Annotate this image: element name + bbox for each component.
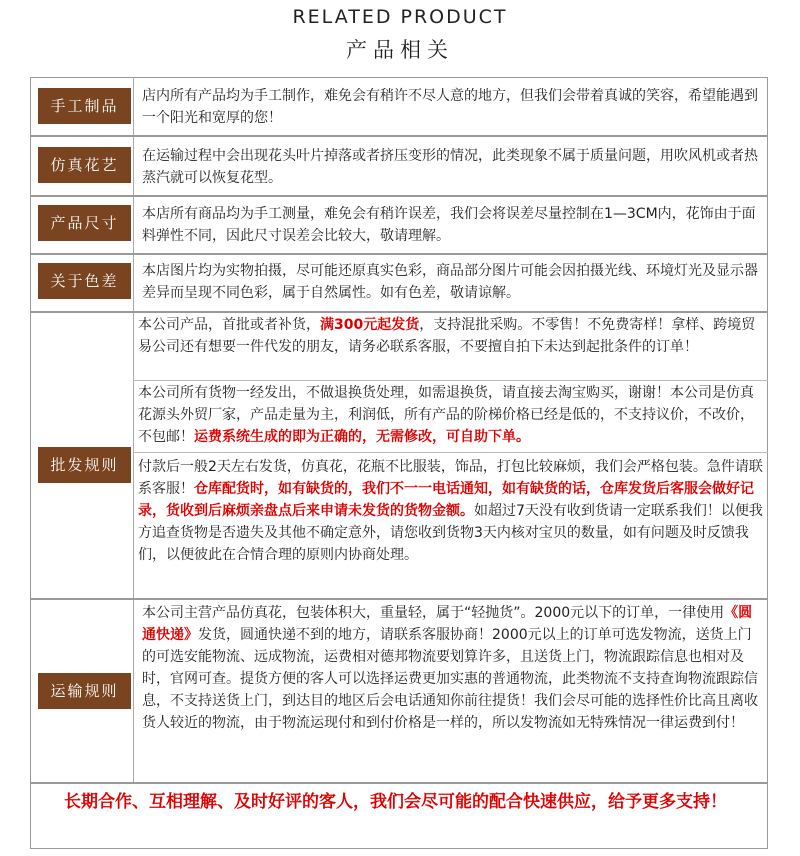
text-handmade: 店内所有产品均为手工制作，难免会有稍许不尽人意的地方，但我们会带着真诚的笑容，希望能遇到一个阳光和宽厚的您！ (142, 88, 758, 126)
divider (30, 135, 768, 137)
text-wholesale-2: 本公司所有货物一经发出，不做退换货处理，如需退换货，请直接去淘宝购买，谢谢！本公司是仿真花源头外贸厂家，产品走量为主，利润低，所有产品的阶梯价格已经是低的，不支持议价，不改价，不包邮！运费系统生成的即为正确的，无需修改，可自助下单。 (138, 385, 754, 445)
label-color: 关于色差 (38, 263, 131, 299)
divider (133, 452, 768, 453)
label-size: 产品尺寸 (38, 205, 131, 241)
footer-note: 长期合作、互相理解、及时好评的客人，我们会尽可能的配合快速供应，给予更多支持！ (64, 792, 727, 812)
text-flower: 在运输过程中会出现花头叶片掉落或者挤压变形的情况，此类现象不属于质量问题，用吹风机或者热蒸汽就可以恢复花型。 (142, 148, 758, 186)
divider (30, 253, 768, 255)
column-divider (133, 77, 134, 641)
label-wholesale: 批发规则 (38, 447, 131, 483)
label-handmade: 手工制品 (38, 88, 131, 124)
label-flower: 仿真花艺 (38, 147, 131, 183)
label-shipping: 运输规则 (38, 673, 131, 709)
divider (133, 380, 768, 381)
text-shipping: 本公司主营产品仿真花，包装体积大，重量轻，属于“轻抛货”。2000元以下的订单，一律使用《圆通快递》发货，圆通快递不到的地方，请联系客服协商！2000元以上的订单可选发物流，送货上门的可选安能物流、远成物流，运费相对德邦物流要划算许多，且送货上门，物流跟踪信息也相对及时，官网可查。提货方便的客人可以选择运费更加实惠的普通物流，此类物流不支持查询物流跟踪信息，不支持送货上门，到达目的地区后会电话通知你前往提货！我们会尽可能的选择性价比高且离收货人较近的物流，由于物流运现付和到付价格是一样的，所以发物流如无特殊情况一律运费到付！ (142, 605, 758, 731)
divider (30, 311, 768, 313)
text-size: 本店所有商品均为手工测量，难免会有稍许误差，我们会将误差尽量控制在1—3CM内，花饰由于面料弹性不同，因此尺寸误差会比较大，敬请理解。 (142, 206, 756, 244)
text-wholesale-1: 本公司产品，首批或者补货，满300元起发货，支持混批采购。不零售！不免费寄样！拿样、跨境贸易公司还有想要一件代发的朋友，请务必联系客服，不要擅自拍下未达到起批条件的订单！ (138, 317, 756, 355)
divider (30, 598, 768, 600)
column-divider-shipping (133, 600, 134, 782)
divider (30, 195, 768, 197)
header-en: RELATED PRODUCT (292, 6, 508, 28)
header-cn: 产品相关 (346, 38, 454, 62)
text-color: 本店图片均为实物拍摄，尽可能还原真实色彩，商品部分图片可能会因拍摄光线、环境灯光及显示器差异而呈现不同色彩，属于自然属性。如有色差，敬请谅解。 (142, 263, 758, 301)
divider (30, 782, 768, 784)
text-wholesale-3: 付款后一般2天左右发货，仿真花，花瓶不比服装，饰品，打包比较麻烦，我们会严格包装。急件请联系客服！仓库配货时，如有缺货的，我们不一一电话通知，如有缺货的话，仓库发货后客服会做好记录，货收到后麻烦亲盘点后来申请未发货的货物金额。如超过7天没有收到货请一定联系我们！以便我方追查货物是否遗失及其他不确定意外，请您收到货物3天内核对宝贝的数量，如有问题及时反馈我们，以便彼此在合情合理的原则内协商处理。 (138, 459, 763, 563)
